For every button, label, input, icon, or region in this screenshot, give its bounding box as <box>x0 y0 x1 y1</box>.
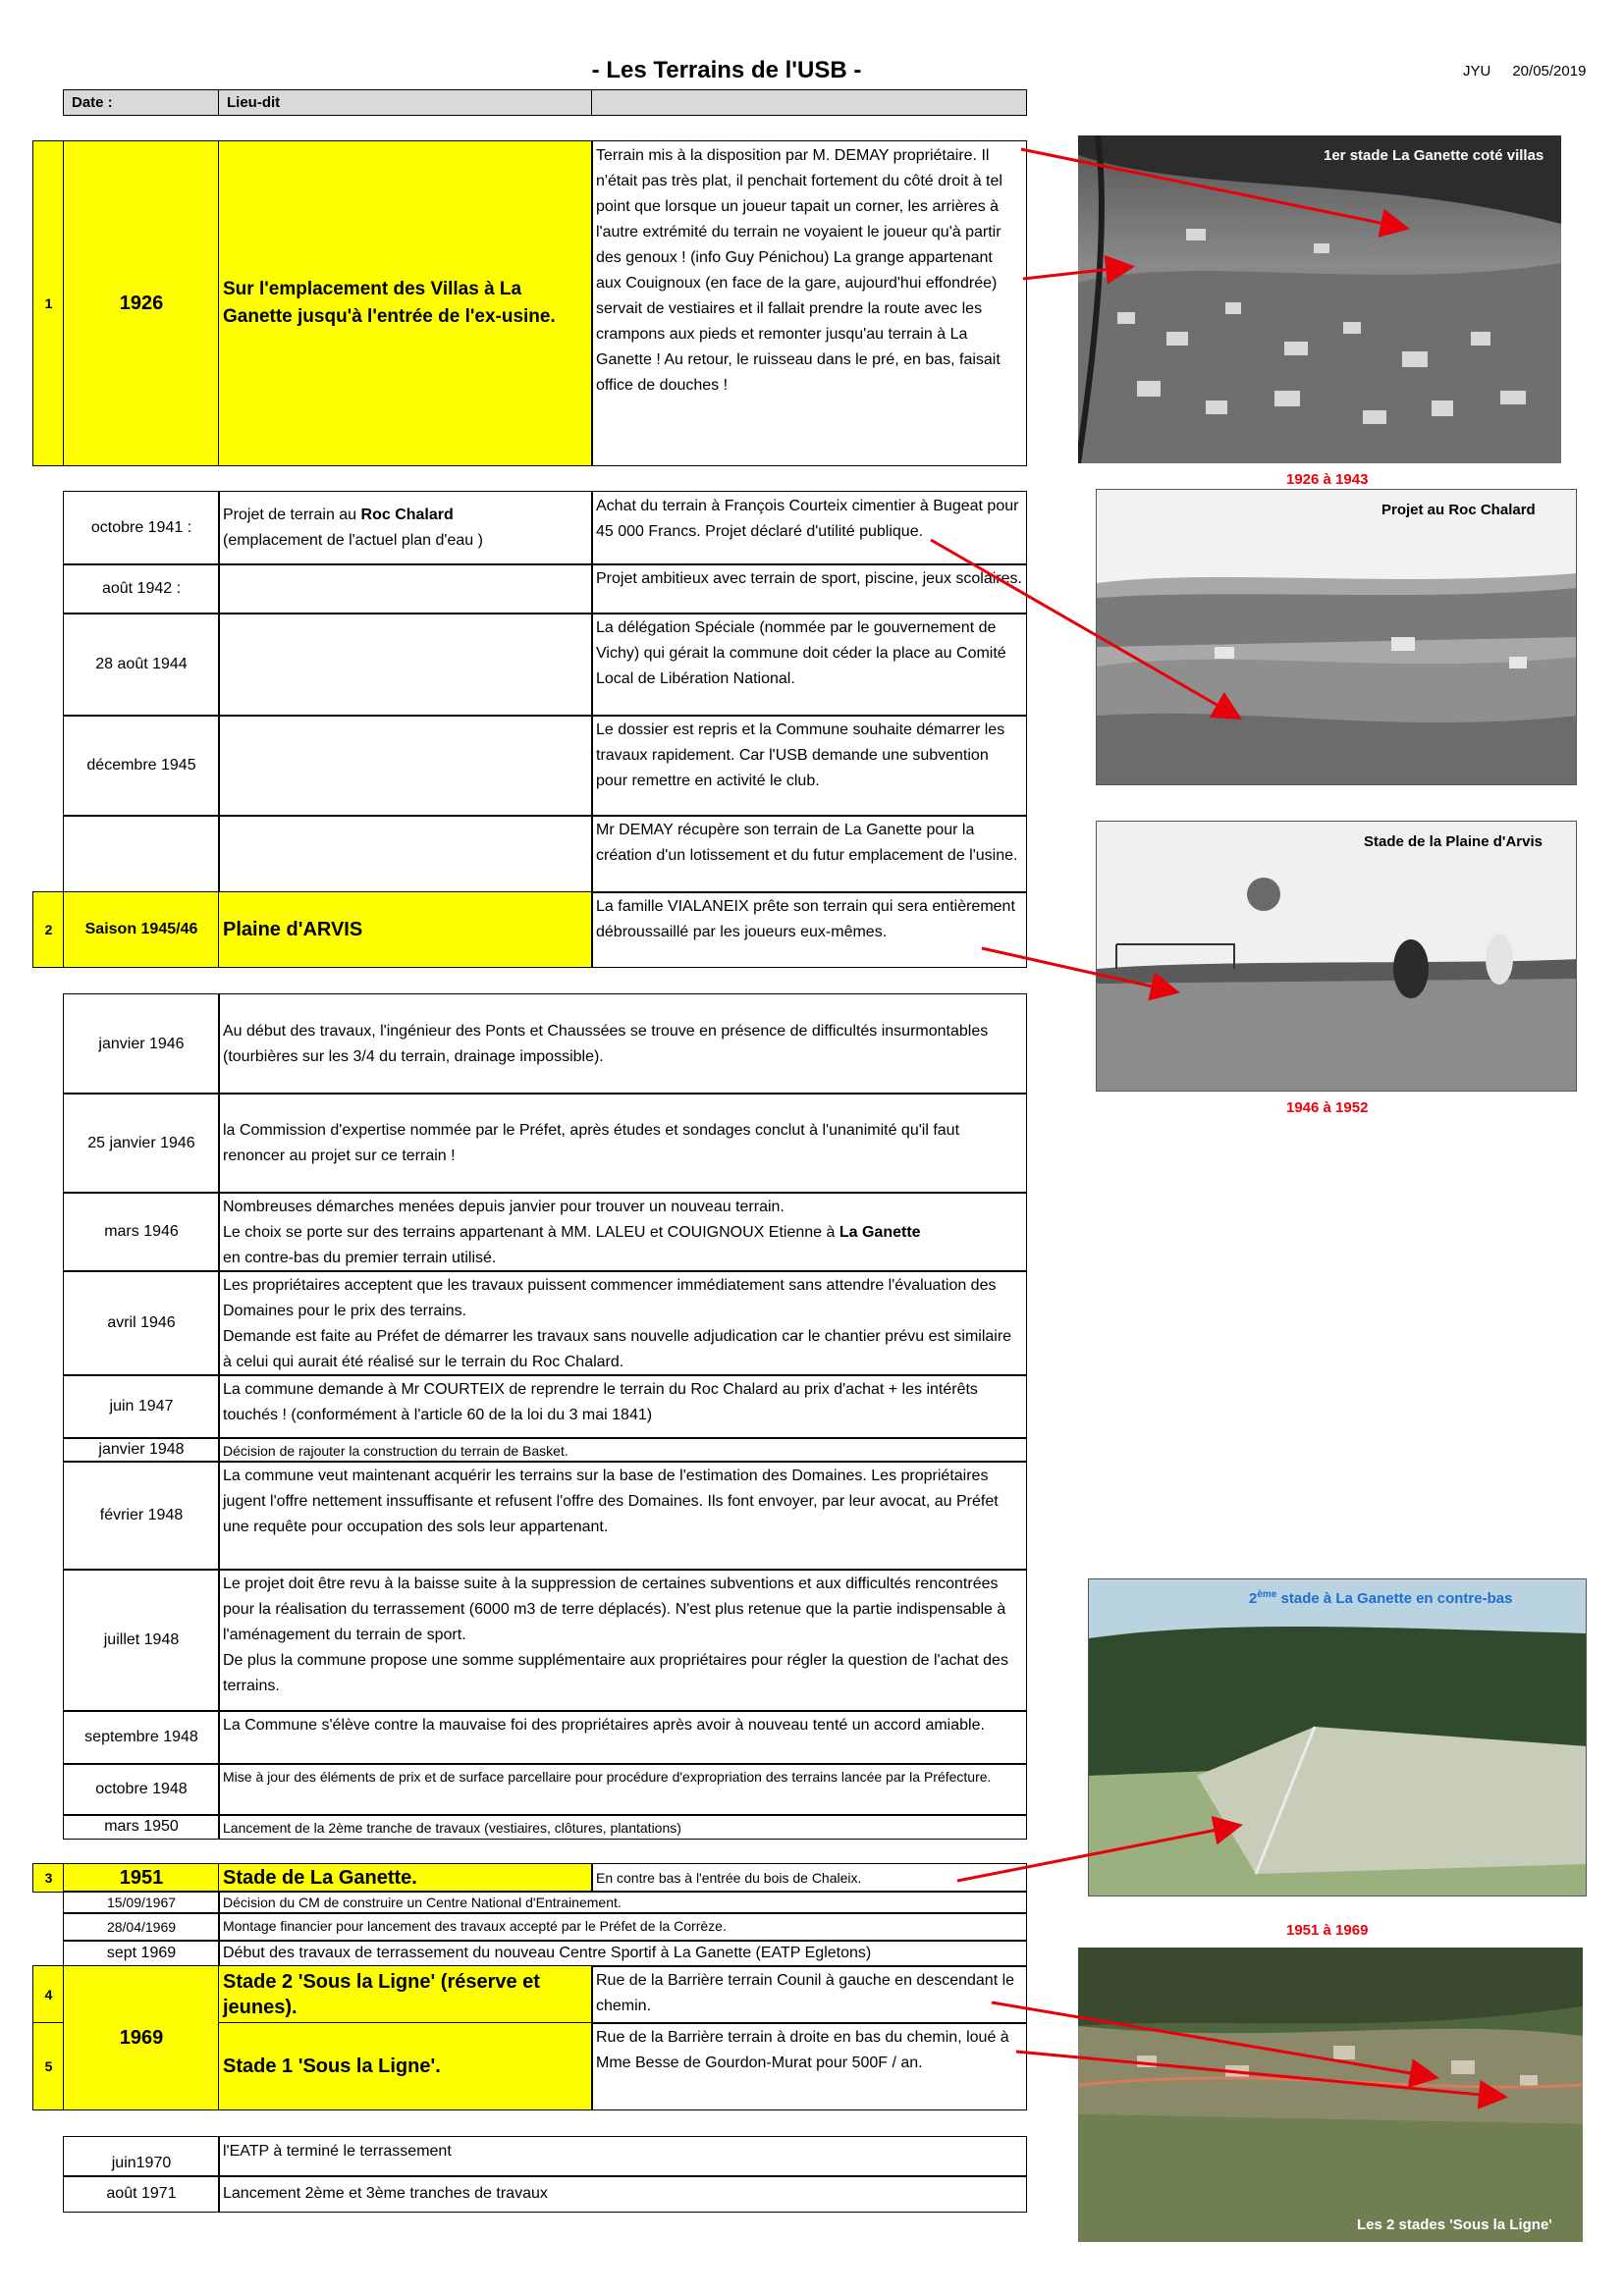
g2-text-5: Décision de rajouter la construction du terrain de Basket. <box>218 1437 1027 1463</box>
g2-date-9: octobre 1948 <box>63 1763 220 1816</box>
author: JYU <box>1463 63 1491 80</box>
g2-date-1: 25 janvier 1946 <box>63 1093 220 1194</box>
g3-date-2: sept 1969 <box>63 1940 220 1967</box>
g3-text-1: Montage financier pour lancement des travaux accepté par le Préfet de la Corrèze. <box>218 1912 1027 1942</box>
row5-text: Rue de la Barrière terrain à droite en bas du chemin, loué à Mme Besse de Gourdon-Murat pour 500F / an. <box>591 2022 1027 2110</box>
g1-place-0-a: Projet de terrain au <box>223 507 361 523</box>
g1-text-4: Mr DEMAY récupère son terrain de La Ganette pour la création d'un lotissement et du futur emplacement de l'usine. <box>591 815 1027 893</box>
row1-number: 1 <box>32 140 65 466</box>
g2-date-5: janvier 1948 <box>63 1437 220 1463</box>
page-title: - Les Terrains de l'USB - <box>591 57 862 83</box>
g4-text-1-span: Lancement 2ème et 3ème tranches de travaux <box>223 2185 548 2202</box>
g1-date-3: décembre 1945 <box>63 715 220 817</box>
g2-text-2-b-plain: Le choix se porte sur des terrains appartenant à MM. LALEU et COUIGNOUX Etienne à <box>223 1224 839 1241</box>
g2-text-2-b-bold: La Ganette <box>839 1224 921 1241</box>
row2-place-text: Plaine d'ARVIS <box>223 919 363 940</box>
row2-text: La famille VIALANEIX prête son terrain qui sera entièrement débroussaillé par les joueurs eux-mêmes. <box>591 891 1027 968</box>
photo-3-period: 1946 à 1952 <box>1286 1099 1369 1116</box>
row1-place-text: Sur l'emplacement des Villas à La Ganette jusqu'à l'entrée de l'ex-usine. <box>223 279 556 327</box>
row5-number: 5 <box>32 2022 65 2110</box>
arrow-5b <box>1016 2052 1502 2097</box>
photo-4-caption-num: 2 <box>1249 1590 1258 1607</box>
g1-date-0: octobre 1941 : <box>63 491 220 565</box>
arrow-1a <box>1021 149 1404 228</box>
row4-number: 4 <box>32 1965 65 2024</box>
g2-text-9: Mise à jour des éléments de prix et de surface parcellaire pour procédure d'expropriation des terrains lancée par la Préfecture. <box>218 1763 1027 1816</box>
row2-number: 2 <box>32 891 65 968</box>
g2-text-7: Le projet doit être revu à la baisse suite à la suppression de certaines subventions et aux difficultés rencontrées pour la réalisation du terrassement (6000 m3 de terre déplacés). N'est plus retenue que la partie indispensable à l'aménagement du terrain de sport. De plus la commune propose une somme supplémentaire aux propriétaires pour régler la question de l'achat des terrains. <box>218 1569 1027 1712</box>
g2-date-7: juillet 1948 <box>63 1569 220 1712</box>
row4-place-text: Stade 2 'Sous la Ligne' (réserve et jeunes). <box>223 1971 540 2018</box>
g3-date-1: 28/04/1969 <box>63 1912 220 1942</box>
row5-place-text: Stade 1 'Sous la Ligne'. <box>223 2056 441 2077</box>
g2-date-0: janvier 1946 <box>63 993 220 1095</box>
row3-number: 3 <box>32 1863 65 1893</box>
arrow-2 <box>931 540 1237 717</box>
g3-date-0: 15/09/1967 <box>63 1891 220 1914</box>
g2-text-1-span: la Commission d'expertise nommée par le Préfet, après études et sondages conclut à l'unanimité qu'il faut renoncer au projet sur ce terrain ! <box>223 1121 960 1164</box>
g1-text-2: La délégation Spéciale (nommée par le gouvernement de Vichy) qui gérait la commune doit céder la place au Comité Local de Libération National. <box>591 613 1027 717</box>
g4-text-0: l'EATP à terminé le terrassement <box>218 2136 1027 2177</box>
row45-year: 1969 <box>63 1965 220 2110</box>
doc-date: 20/05/2019 <box>1512 63 1587 80</box>
photo-4-period: 1951 à 1969 <box>1286 1922 1369 1939</box>
g2-date-6: février 1948 <box>63 1461 220 1571</box>
g2-text-0-span: Au début des travaux, l'ingénieur des Ponts et Chaussées se trouve en présence de difficultés insurmontables (tourbières sur les 3/4 du terrain, drainage impossible). <box>223 1022 989 1065</box>
photo-4-caption-text: stade à La Ganette en contre-bas <box>1276 1590 1513 1607</box>
photo-2-caption: Projet au Roc Chalard <box>1381 502 1536 518</box>
header-date: Date : <box>63 89 220 116</box>
g4-date-0: juin1970 <box>63 2136 220 2177</box>
row4-text: Rue de la Barrière terrain Counil à gauche en descendant le chemin. <box>591 1965 1027 2024</box>
arrow-5a <box>992 2002 1434 2077</box>
g1-place-0-c: (emplacement de l'actuel plan d'eau ) <box>223 532 483 549</box>
g2-text-10: Lancement de la 2ème tranche de travaux (vestiaires, clôtures, plantations) <box>218 1814 1027 1840</box>
g1-date-2: 28 août 1944 <box>63 613 220 717</box>
arrow-4 <box>957 1826 1237 1881</box>
g2-date-4: juin 1947 <box>63 1374 220 1439</box>
arrow-3 <box>982 948 1174 991</box>
row2-date: Saison 1945/46 <box>63 891 220 968</box>
g2-text-2-c: en contre-bas du premier terrain utilisé. <box>223 1250 497 1266</box>
photo-1-period: 1926 à 1943 <box>1286 471 1369 488</box>
photo-3-caption: Stade de la Plaine d'Arvis <box>1364 833 1543 850</box>
g4-date-1: août 1971 <box>63 2175 220 2213</box>
arrow-1b <box>1023 267 1129 279</box>
g2-text-2-a: Nombreuses démarches menées depuis janvier pour trouver un nouveau terrain. <box>223 1199 785 1215</box>
g1-text-0: Achat du terrain à François Courteix cimentier à Bugeat pour 45 000 Francs. Projet déclaré d'utilité publique. <box>591 491 1027 565</box>
photo-5-caption: Les 2 stades 'Sous la Ligne' <box>1357 2216 1552 2233</box>
photo-4-caption-sup: ème <box>1257 1589 1277 1600</box>
g2-date-2: mars 1946 <box>63 1192 220 1272</box>
g2-date-8: septembre 1948 <box>63 1710 220 1765</box>
g3-text-2: Début des travaux de terrassement du nouveau Centre Sportif à La Ganette (EATP Egletons) <box>218 1940 1027 1967</box>
g2-text-3: Les propriétaires acceptent que les travaux puissent commencer immédiatement sans attendre l'évaluation des Domaines pour le prix des terrains. Demande est faite au Préfet de démarrer les travaux sans nouvelle adjudication car le chantier prévu est similaire à celui qui aurait été réalisé sur le terrain du Roc Chalard. <box>218 1270 1027 1376</box>
photo-1-caption: 1er stade La Ganette coté villas <box>1324 147 1544 164</box>
g1-text-1: Projet ambitieux avec terrain de sport, piscine, jeux scolaires. <box>591 563 1027 614</box>
row1-year: 1926 <box>63 140 220 466</box>
g1-date-1: août 1942 : <box>63 563 220 614</box>
g3-text-0: Décision du CM de construire un Centre National d'Entrainement. <box>218 1891 1027 1914</box>
g2-text-4: La commune demande à Mr COURTEIX de reprendre le terrain du Roc Chalard au prix d'achat + les intérêts touchés ! (conformément à l'article 60 de la loi du 3 mai 1841) <box>218 1374 1027 1439</box>
g2-text-6: La commune veut maintenant acquérir les terrains sur la base de l'estimation des Domaines. Les propriétaires jugent l'offre nettement inssuffisante et refusent l'offre des Domaines. Ils font envoyer, par leur avocat, au Préfet une requête pour occupation des sols leur appartenant. <box>218 1461 1027 1571</box>
row3-text-span: En contre bas à l'entrée du bois de Chaleix. <box>596 1870 862 1886</box>
g2-date-10: mars 1950 <box>63 1814 220 1840</box>
g1-text-3: Le dossier est repris et la Commune souhaite démarrer les travaux rapidement. Car l'USB demande une subvention pour remettre en activité le club. <box>591 715 1027 817</box>
g2-date-3: avril 1946 <box>63 1270 220 1376</box>
row3-year: 1951 <box>63 1863 220 1893</box>
g2-text-8: La Commune s'élève contre la mauvaise foi des propriétaires après avoir à nouveau tenté un accord amiable. <box>218 1710 1027 1765</box>
row1-description: Terrain mis à la disposition par M. DEMAY propriétaire. Il n'était pas très plat, il penchait fortement du côté droit à tel point que lorsque un joueur tapait un corner, les arrières à l'autre extrémité du terrain ne voyaient le joueur qu'à partir des genoux ! (info Guy Pénichou) La grange appartenant aux Couignoux (en face de la gare, aujourd'hui effondrée) servait de vestiaires et il fallait prendre la route avec les crampons aux pieds et remonter jusqu'au terrain à La Ganette ! Au retour, le ruisseau dans le pré, en bas, faisait office de douches ! <box>591 140 1027 466</box>
header-lieu: Lieu-dit <box>218 89 593 116</box>
g1-place-0-b: Roc Chalard <box>360 507 454 523</box>
row3-place-text: Stade de La Ganette. <box>223 1867 417 1889</box>
